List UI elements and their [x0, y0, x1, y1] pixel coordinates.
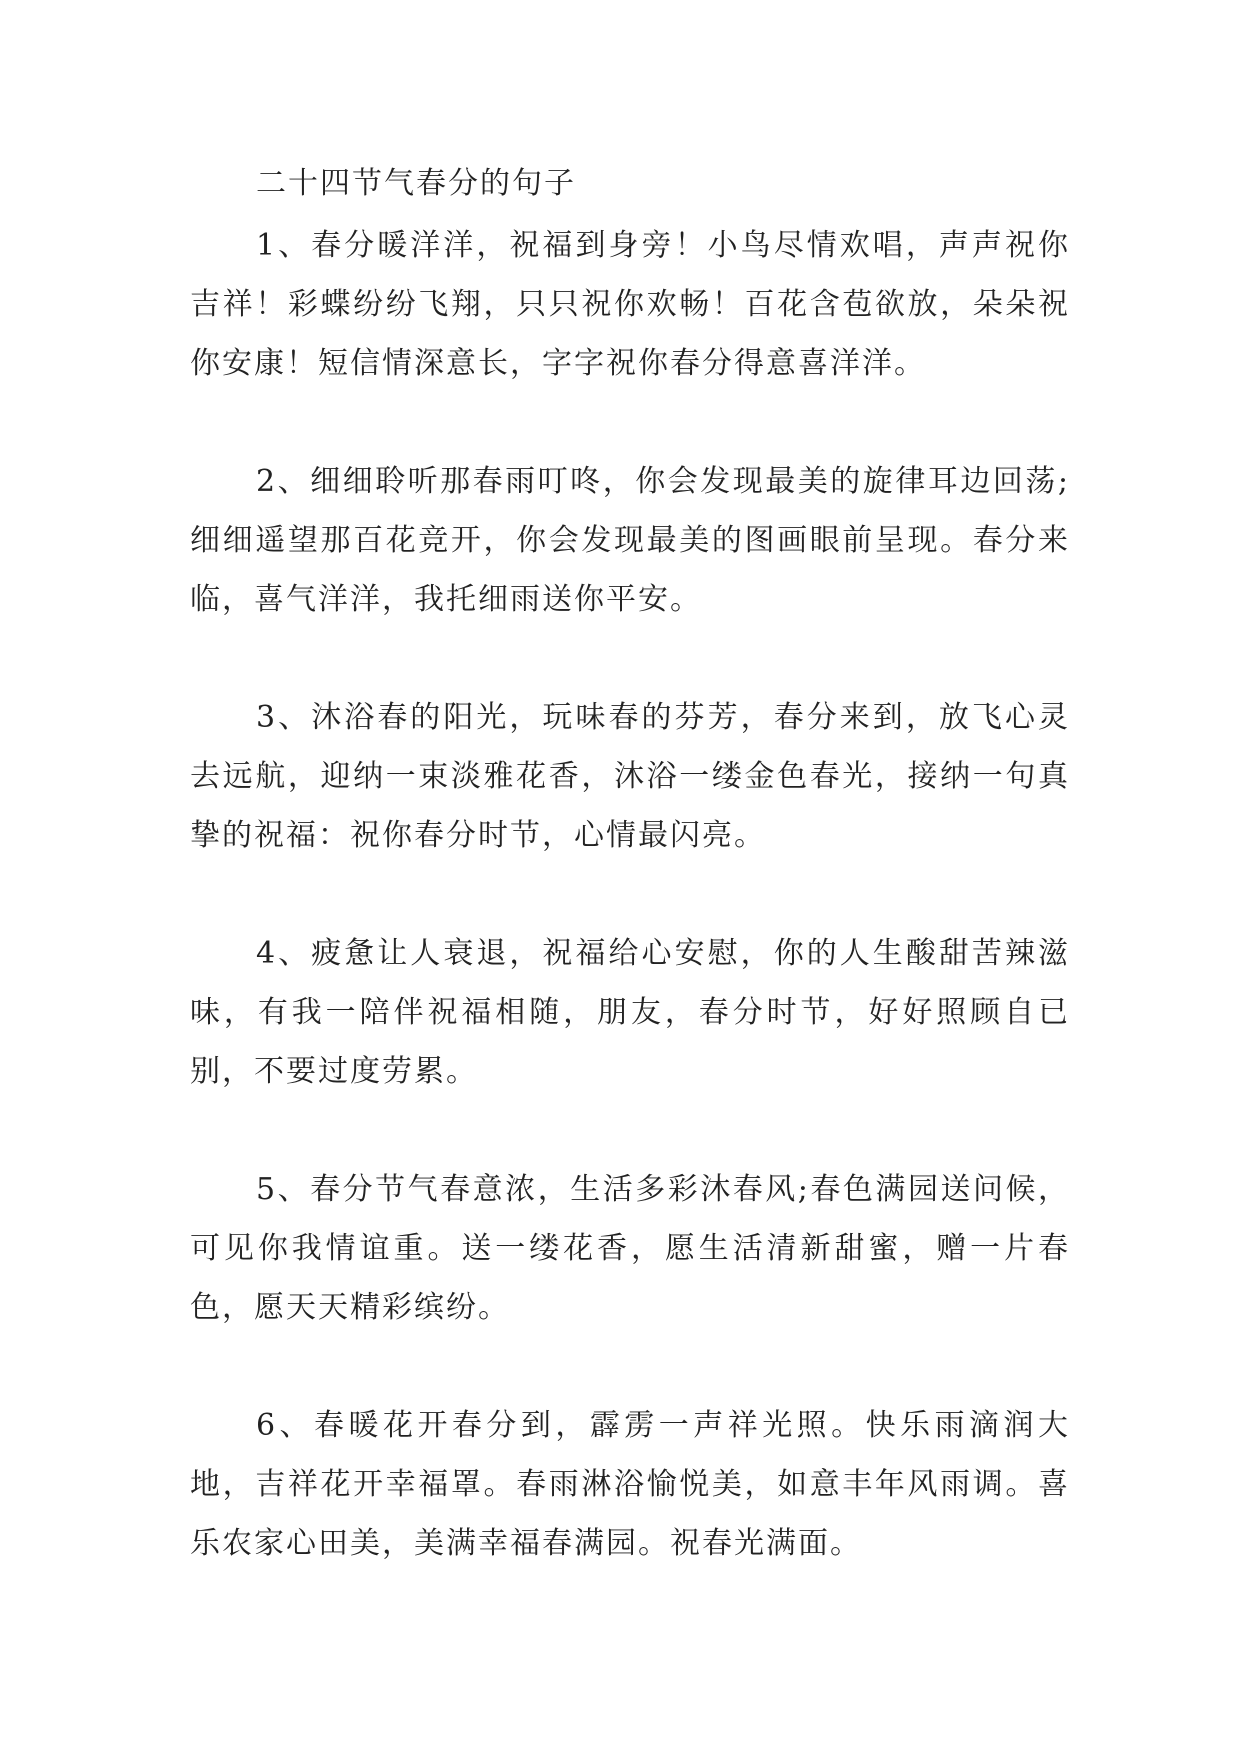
document-title: 二十四节气春分的句子: [256, 166, 576, 201]
paragraph-3: 3、沐浴春的阳光，玩味春的芬芳，春分来到，放飞心灵去远航，迎纳一束淡雅花香，沐浴一缕金色春光，接纳一句真挚的祝福：祝你春分时节，心情最闪亮。: [190, 700, 1070, 853]
paragraph-4: 4、疲惫让人衰退，祝福给心安慰，你的人生酸甜苦辣滋味，有我一陪伴祝福相随，朋友，春分时节，好好照顾自已别，不要过度劳累。: [190, 936, 1070, 1089]
paragraph-1: 1、春分暖洋洋，祝福到身旁！小鸟尽情欢唱，声声祝你吉祥！彩蝶纷纷飞翔，只只祝你欢畅！百花含苞欲放，朵朵祝你安康！短信情深意长，字字祝你春分得意喜洋洋。: [190, 228, 1070, 381]
paragraph-5: 5、春分节气春意浓，生活多彩沐春风;春色满园送问候，可见你我情谊重。送一缕花香，愿生活清新甜蜜，赠一片春色，愿天天精彩缤纷。: [190, 1172, 1070, 1325]
paragraph-6: 6、春暖花开春分到，霹雳一声祥光照。快乐雨滴润大地，吉祥花开幸福罩。春雨淋浴愉悦美，如意丰年风雨调。喜乐农家心田美，美满幸福春满园。祝春光满面。: [190, 1408, 1070, 1561]
document-body: [190, 160, 1070, 1573]
paragraph-2: 2、细细聆听那春雨叮咚，你会发现最美的旋律耳边回荡;细细遥望那百花竞开，你会发现最美的图画眼前呈现。春分来临，喜气洋洋，我托细雨送你平安。: [190, 464, 1070, 617]
